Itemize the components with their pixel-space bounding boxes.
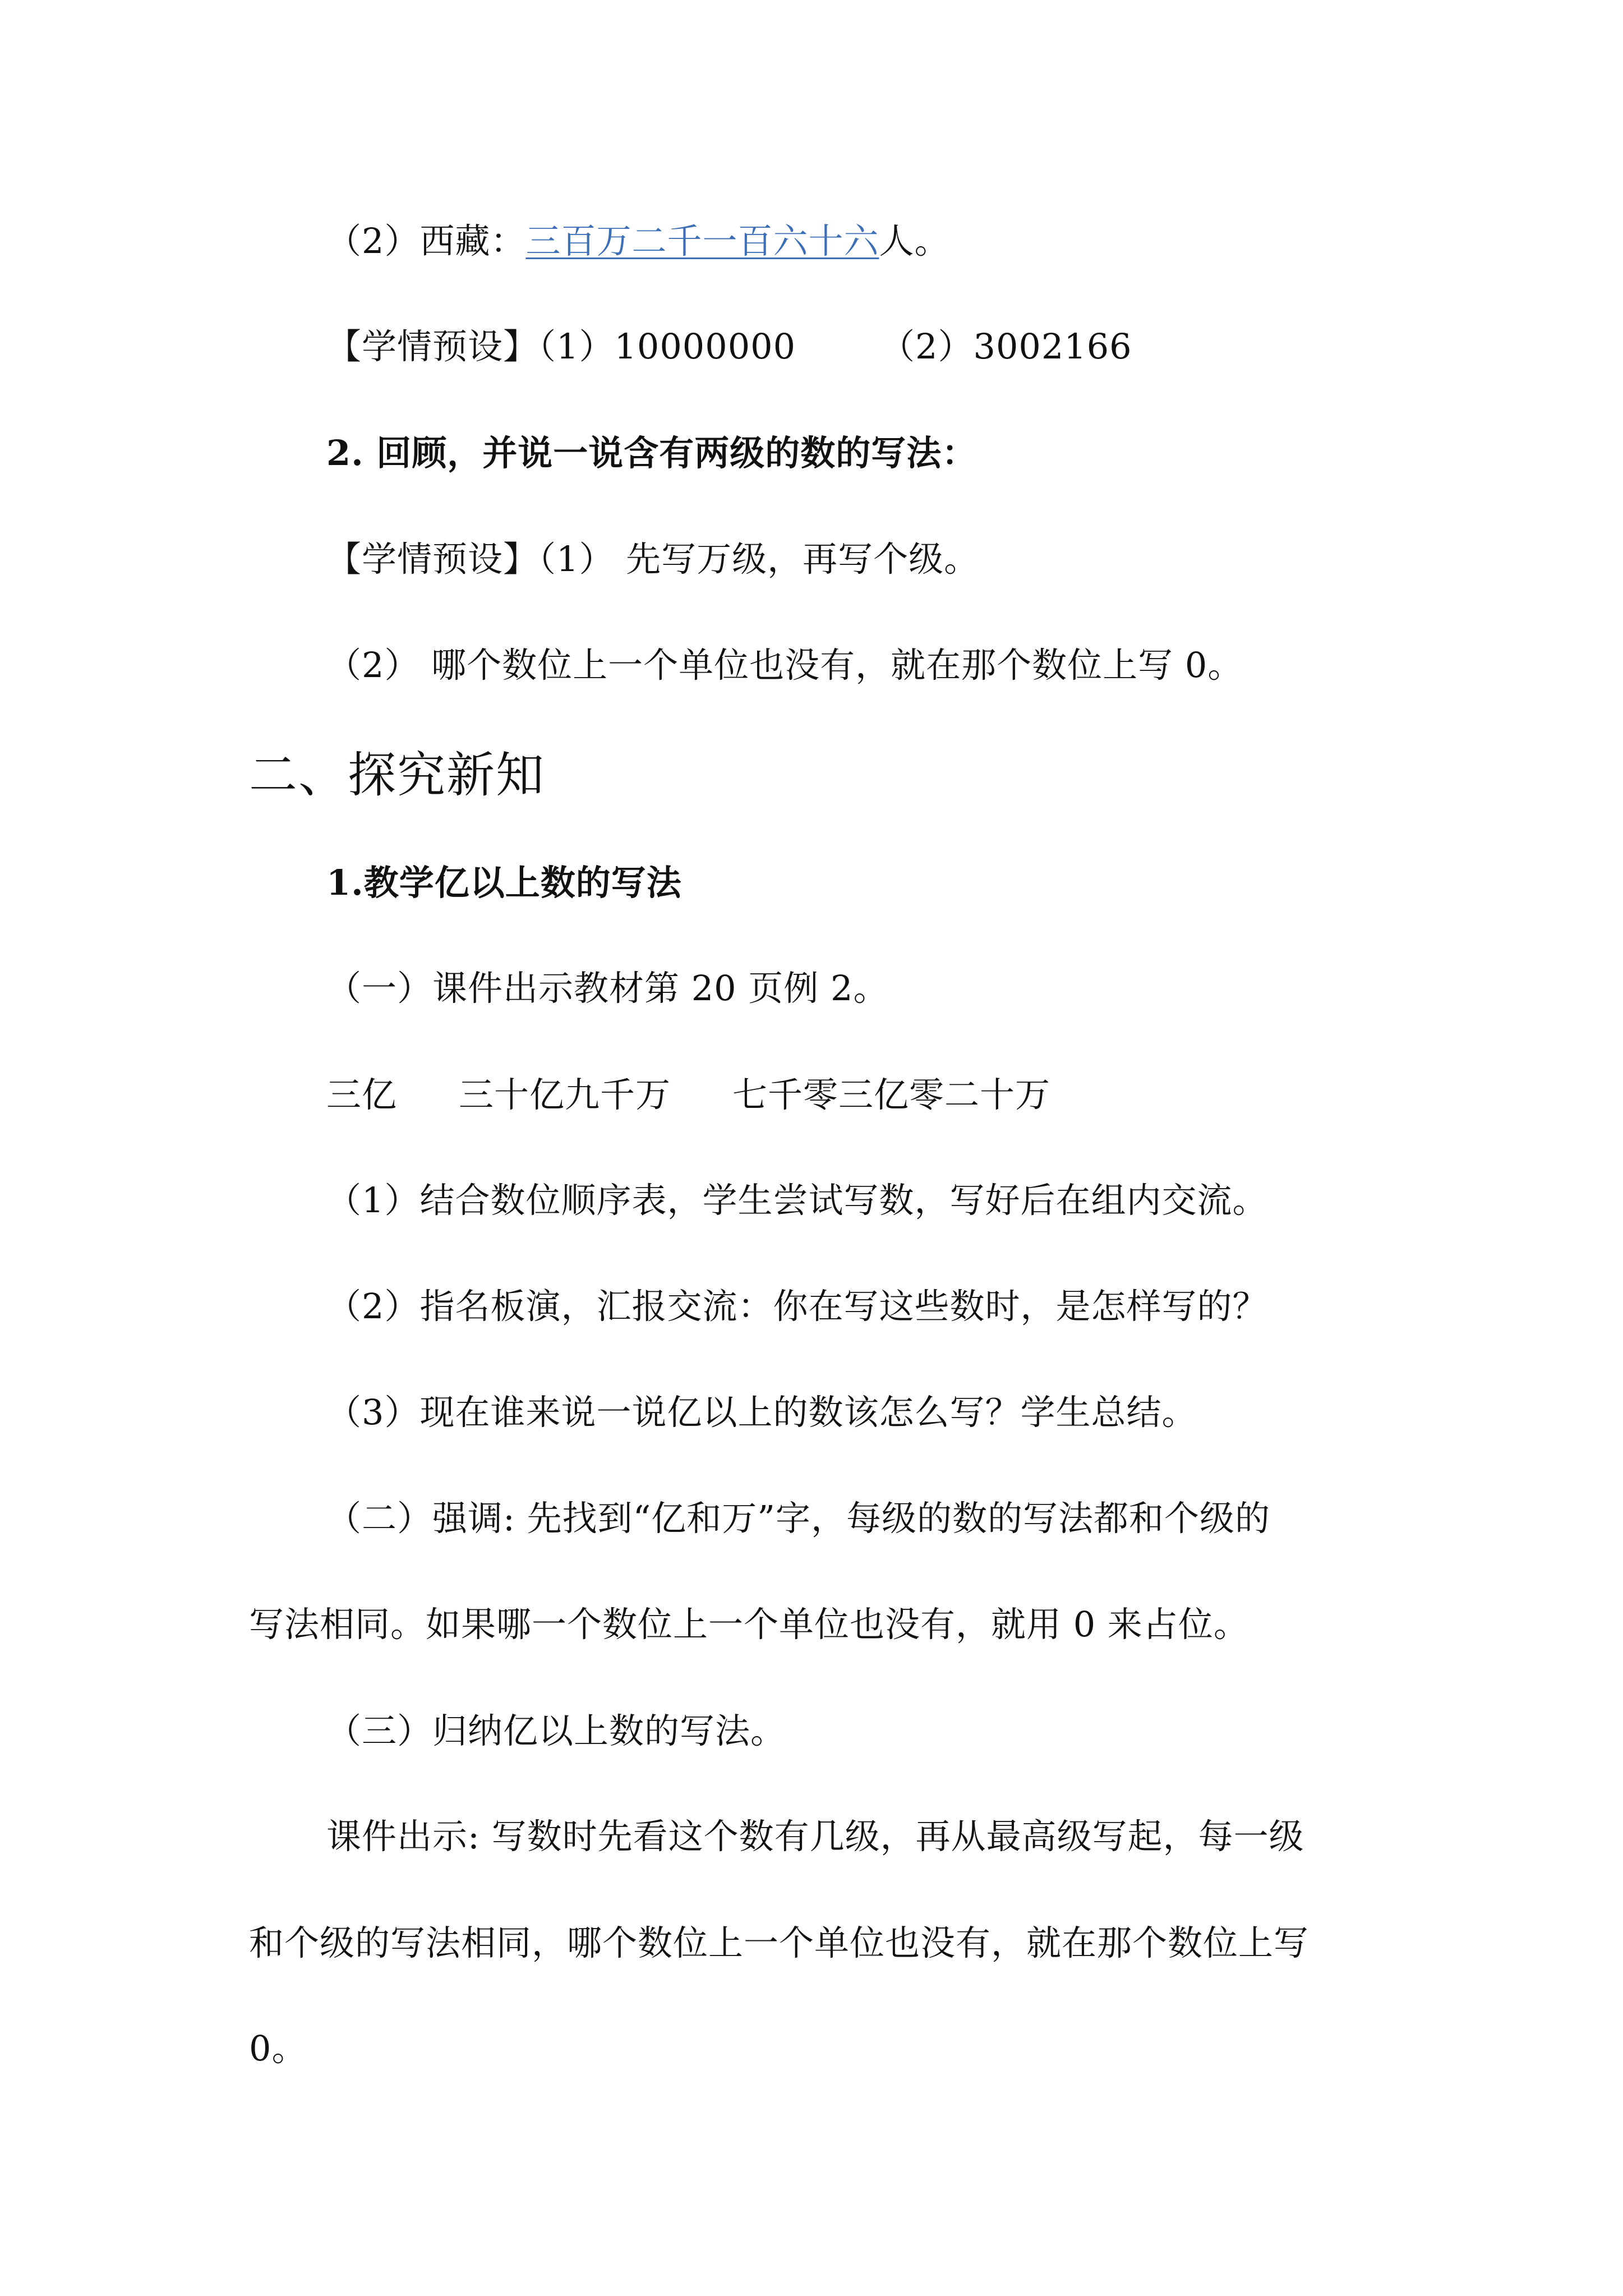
- section-heading: 二、探究新知: [249, 747, 545, 803]
- paragraph-example-numbers: [326, 1073, 1050, 1117]
- paragraph-courseware-rule-line-3: 0。: [249, 2028, 307, 2069]
- paragraph-emphasis-line-1: （二）强调: 先找到“亿和万”字，每级的数的写法都和个级的: [326, 1498, 1270, 1539]
- paragraph-preset-rule-1: [326, 537, 979, 582]
- paragraph-courseware-rule-line-1: 课件出示: 写数时先看这个数有几级，再从最高级写起，每一级: [326, 1816, 1304, 1857]
- paragraph-step-2: （2）指名板演，汇报交流：你在写这些数时，是怎样写的？: [326, 1286, 1268, 1327]
- preset-answer-1: （1）10000000: [538, 326, 796, 367]
- subsection-title: 1.教学亿以上数的写法: [326, 862, 682, 903]
- paragraph-step-3: （3）现在谁来说一说亿以上的数该怎么写？学生总结。: [326, 1392, 1197, 1433]
- preset-answer-2: （2）3002166: [880, 326, 1132, 367]
- paragraph-prefix: （2）西藏：: [326, 220, 526, 261]
- paragraph-emphasis-line-2: 写法相同。如果哪一个数位上一个单位也没有，就用 0 来占位。: [249, 1604, 1249, 1645]
- paragraph-preset-rule-2: （2） 哪个数位上一个单位也没有，就在那个数位上写 0。: [326, 645, 1243, 685]
- preset-label: 【学情预设】: [326, 539, 539, 579]
- paragraph-review-prompt: 2. 回顾，并说一说含有两级的数的写法：: [326, 432, 978, 473]
- paragraph-suffix: 人。: [879, 220, 950, 261]
- paragraph-courseware-example: （一）课件出示教材第 20 页例 2。: [326, 968, 889, 1009]
- paragraph-step-1: （1）结合数位顺序表，学生尝试写数，写好后在组内交流。: [326, 1180, 1268, 1221]
- paragraph-tibet-population: [326, 219, 949, 264]
- preset-label: 【学情预设】: [326, 326, 539, 367]
- example-number-1: 三亿: [326, 1074, 398, 1115]
- preset-rule-text: （1） 先写万级，再写个级。: [538, 539, 980, 579]
- paragraph-preset-answers: [326, 324, 1132, 369]
- paragraph-summary-title: （三）归纳亿以上数的写法。: [326, 1710, 786, 1751]
- example-number-3: 七千零三亿零二十万: [732, 1074, 1051, 1115]
- number-words-link[interactable]: 三百万二千一百六十六: [525, 220, 879, 261]
- example-number-2: 三十亿九千万: [459, 1074, 671, 1115]
- paragraph-courseware-rule-line-2: 和个级的写法相同，哪个数位上一个单位也没有，就在那个数位上写: [249, 1922, 1310, 1963]
